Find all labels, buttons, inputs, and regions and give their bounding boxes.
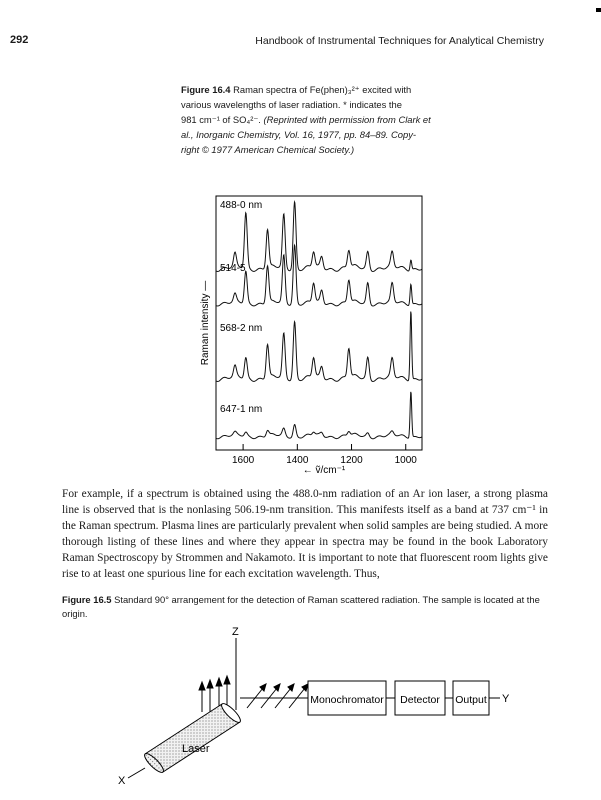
page-number: 292 [10, 34, 29, 46]
figure-16-4-label: Figure 16.4 [181, 84, 231, 95]
caption-line-5: al., Inorganic Chemistry, Vol. 16, 1977, pp. 84–89. Copy- [181, 129, 417, 140]
caption-line-2: various wavelengths of laser radiation. * indicates the [181, 99, 402, 110]
polarization-arrows-diagonal [247, 684, 308, 708]
monochromator-label: Monochromator [310, 694, 384, 706]
caption-line-6: right © 1977 American Chemical Society.) [181, 144, 355, 155]
caption-line-1: Raman spectra of Fe(phen)₃²⁺ excited with [233, 84, 412, 95]
trace-label-0: 488-0 nm [220, 200, 263, 211]
laser-label: Laser [182, 743, 210, 755]
x-axis-label: X [118, 775, 126, 787]
output-label: Output [455, 694, 487, 706]
laser-cylinder [142, 701, 243, 775]
running-title: Handbook of Instrumental Techniques for Analytical Chemistry [255, 35, 544, 47]
trace-label-2: 568-2 nm [220, 323, 263, 334]
caption-line-4: (Reprinted with permission from Clark et [263, 114, 431, 125]
x-axis [128, 768, 145, 778]
x-axis-label: ← ṽ/cm⁻¹ [302, 465, 346, 476]
y-axis-label: Raman intensity — [200, 280, 211, 366]
spectrum-trace-3 [216, 392, 422, 439]
x-axis-ticks [243, 444, 406, 450]
detector-label: Detector [400, 694, 440, 706]
z-axis-label: Z [232, 626, 239, 638]
x-tick-label: 1600 [231, 455, 255, 466]
x-tick-label: 1200 [340, 455, 363, 466]
y-axis-label: Y [502, 693, 510, 705]
spectrum-trace-0 [216, 202, 422, 272]
x-tick-label: 1000 [394, 455, 417, 466]
figure-16-5-caption-text: Standard 90° arrangement for the detection of Raman scattered radiation. The sample is located at the origin. [62, 594, 540, 619]
caption-line-3: 981 cm⁻¹ of SO₄²⁻. [181, 114, 261, 125]
raman-setup-diagram [100, 618, 530, 788]
edge-mark [596, 8, 601, 12]
body-paragraph: For example, if a spectrum is obtained using the 488.0-nm radiation of an Ar ion laser, a strong plasma line is observed that is the nonlasing 506.19-nm transition. This manifests itself as a band at 737 cm⁻¹ in the Raman spectrum. Plasma lines are particularly prevalent when solid samples are being studied. A more thorough listing of these lines and where they appear in spectra may be found in the book Laboratory Raman Spectroscopy by Strommen and Nakamoto. It is important to note that fluorescent room lights give rise to at least one spurious line for each excitation wavelength. Thus, [62, 488, 548, 580]
figure-16-5-caption [62, 593, 548, 621]
figure-16-4-caption [181, 82, 457, 157]
trace-label-3: 647-1 nm [220, 404, 263, 415]
trace-labels [220, 200, 262, 415]
figure-16-5-label: Figure 16.5 [62, 594, 112, 605]
x-tick-label: 1400 [286, 455, 309, 466]
trace-label-1: 514-5 [220, 263, 246, 274]
raman-spectrum-chart [196, 188, 436, 478]
